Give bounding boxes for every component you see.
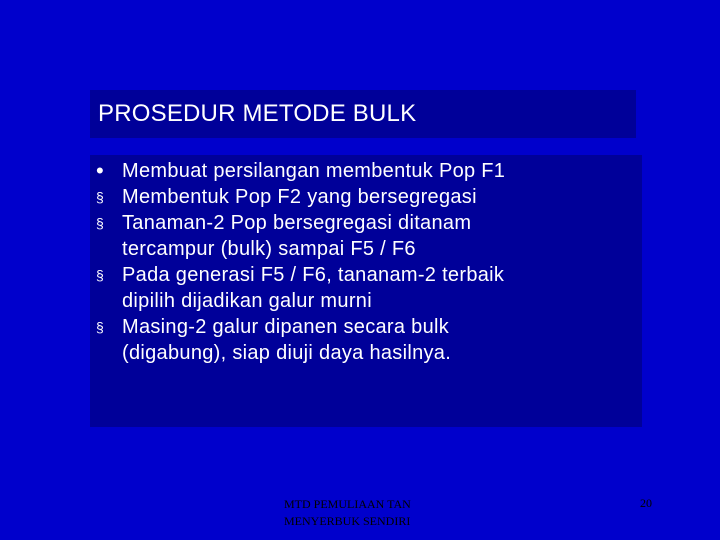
bullet-dot-icon: • bbox=[96, 158, 105, 183]
footer-line-1: MTD PEMULIAAN TAN bbox=[284, 497, 411, 511]
content-panel bbox=[90, 155, 642, 427]
bullet-section-icon: § bbox=[96, 267, 105, 283]
bullet-text: Pada generasi F5 / F6, tananam-2 terbaik dipilih dijadikan galur murni bbox=[122, 264, 505, 312]
bullet-section-icon: § bbox=[96, 319, 105, 335]
title-panel bbox=[90, 90, 636, 138]
bullet-text: Masing-2 galur dipanen secara bulk (digabung), siap diuji daya hasilnya. bbox=[122, 316, 452, 364]
page-number: 20 bbox=[640, 496, 652, 510]
bullet-text: Membentuk Pop F2 yang bersegregasi bbox=[122, 186, 477, 208]
bullet-section-icon: § bbox=[96, 189, 105, 205]
footer-caption bbox=[284, 496, 454, 530]
bullet-text: Membuat persilangan membentuk Pop F1 bbox=[122, 160, 506, 182]
bullet-section-icon: § bbox=[96, 215, 105, 231]
bullet-list bbox=[96, 158, 642, 366]
bullet-item bbox=[96, 314, 642, 366]
footer-line-2: MENYERBUK SENDIRI bbox=[284, 514, 411, 528]
bullet-item bbox=[96, 262, 642, 314]
slide-title: PROSEDUR METODE BULK bbox=[98, 100, 417, 127]
bullet-item bbox=[96, 184, 642, 210]
bullet-text: Tanaman-2 Pop bersegregasi ditanam tercampur (bulk) sampai F5 / F6 bbox=[122, 212, 472, 260]
bullet-item bbox=[96, 158, 642, 184]
bullet-item bbox=[96, 210, 642, 262]
